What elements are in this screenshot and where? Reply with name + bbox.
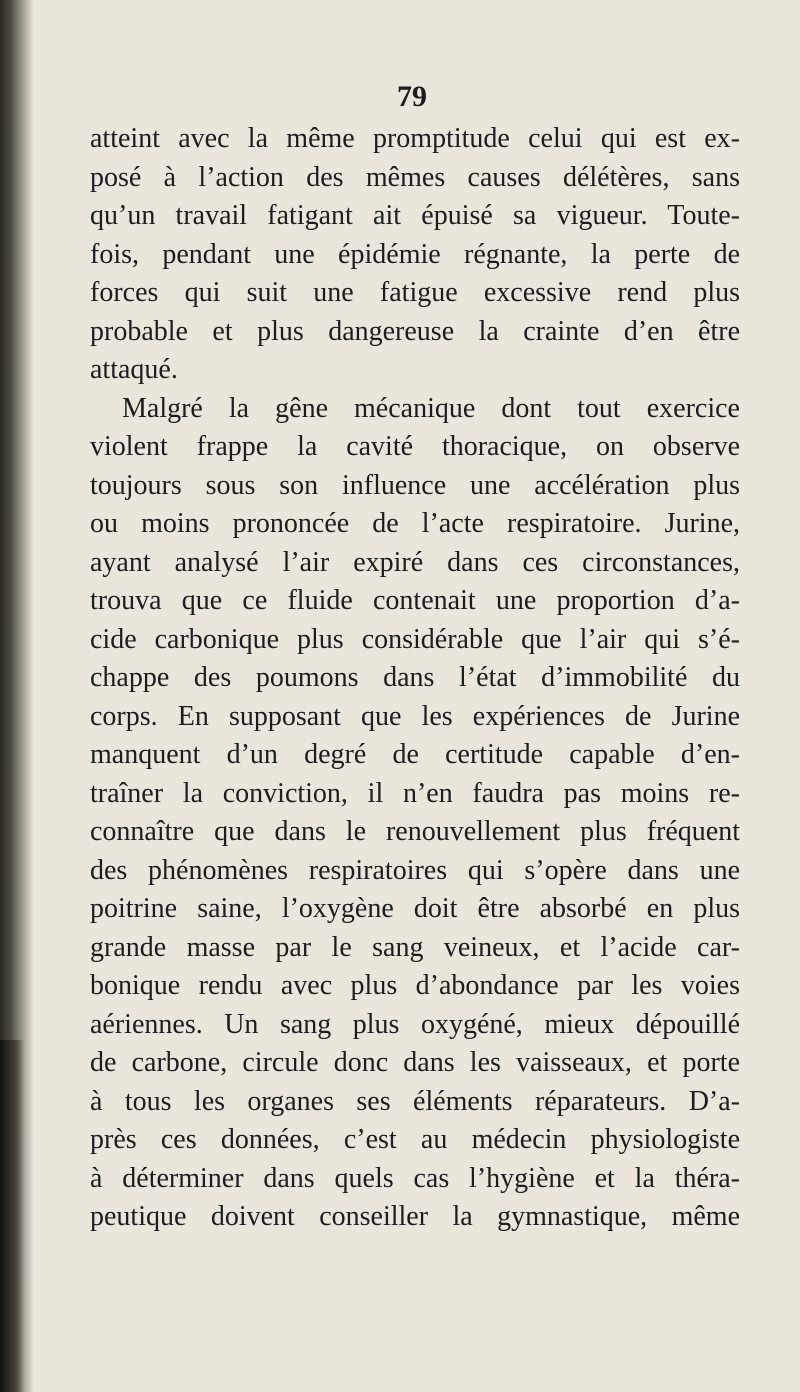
text-line: traîner la conviction, il n’en faudra pas moins re- — [90, 777, 740, 809]
text-line: poitrine saine, l’oxygène doit être absorbé en plus — [90, 893, 740, 924]
text-line: ayant analysé l’air expiré dans ces circonstances, — [90, 546, 740, 578]
text-line: Malgré la gêne mécanique dont tout exercice — [122, 392, 740, 424]
page-number: 79 — [397, 80, 427, 113]
text-line: manquent d’un degré de certitude capable d’en- — [90, 739, 740, 770]
text-line: attaqué. — [90, 354, 178, 385]
text-line: atteint avec la même promptitude celui qui est ex- — [90, 123, 740, 154]
text-line: violent frappe la cavité thoracique, on observe — [90, 431, 740, 462]
text-line: probable et plus dangereuse la crainte d’en être — [90, 315, 740, 347]
text-line: peutique doivent conseiller la gymnastique, même — [90, 1201, 740, 1232]
text-line: toujours sous son influence une accélération plus — [90, 469, 740, 501]
text-line: corps. En supposant que les expériences de Jurine — [90, 700, 740, 732]
text-line: ou moins prononcée de l’acte respiratoire. Jurine, — [90, 508, 740, 539]
binding-shadow-bottom — [0, 1040, 24, 1392]
text-line: aériennes. Un sang plus oxygéné, mieux dépouillé — [90, 1008, 740, 1040]
text-line: connaître que dans le renouvellement plus fréquent — [90, 816, 740, 847]
text-line: chappe des poumons dans l’état d’immobilité du — [90, 662, 740, 693]
text-line: cide carbonique plus considérable que l’air qui s’é- — [90, 623, 740, 655]
text-line: posé à l’action des mêmes causes délétères, sans — [90, 161, 740, 193]
text-line: de carbone, circule donc dans les vaisseaux, et porte — [90, 1047, 740, 1078]
text-line: à tous les organes ses éléments réparateurs. D’a- — [90, 1085, 740, 1117]
text-line: qu’un travail fatigant ait épuisé sa vigueur. Toute- — [90, 200, 740, 231]
text-line: fois, pendant une épidémie régnante, la perte de — [90, 238, 740, 270]
text-line: trouva que ce fluide contenait une proportion d’a- — [90, 585, 740, 616]
text-line: près ces données, c’est au médecin physiologiste — [90, 1124, 740, 1155]
text-line: des phénomènes respiratoires qui s’opère dans une — [90, 854, 740, 886]
text-line: à déterminer dans quels cas l’hygiène et la théra- — [90, 1162, 740, 1194]
text-line: bonique rendu avec plus d’abondance par les voies — [90, 970, 740, 1001]
body-text — [90, 120, 740, 1237]
text-line: grande masse par le sang veineux, et l’acide car- — [90, 931, 740, 963]
text-line: forces qui suit une fatigue excessive rend plus — [90, 277, 740, 308]
